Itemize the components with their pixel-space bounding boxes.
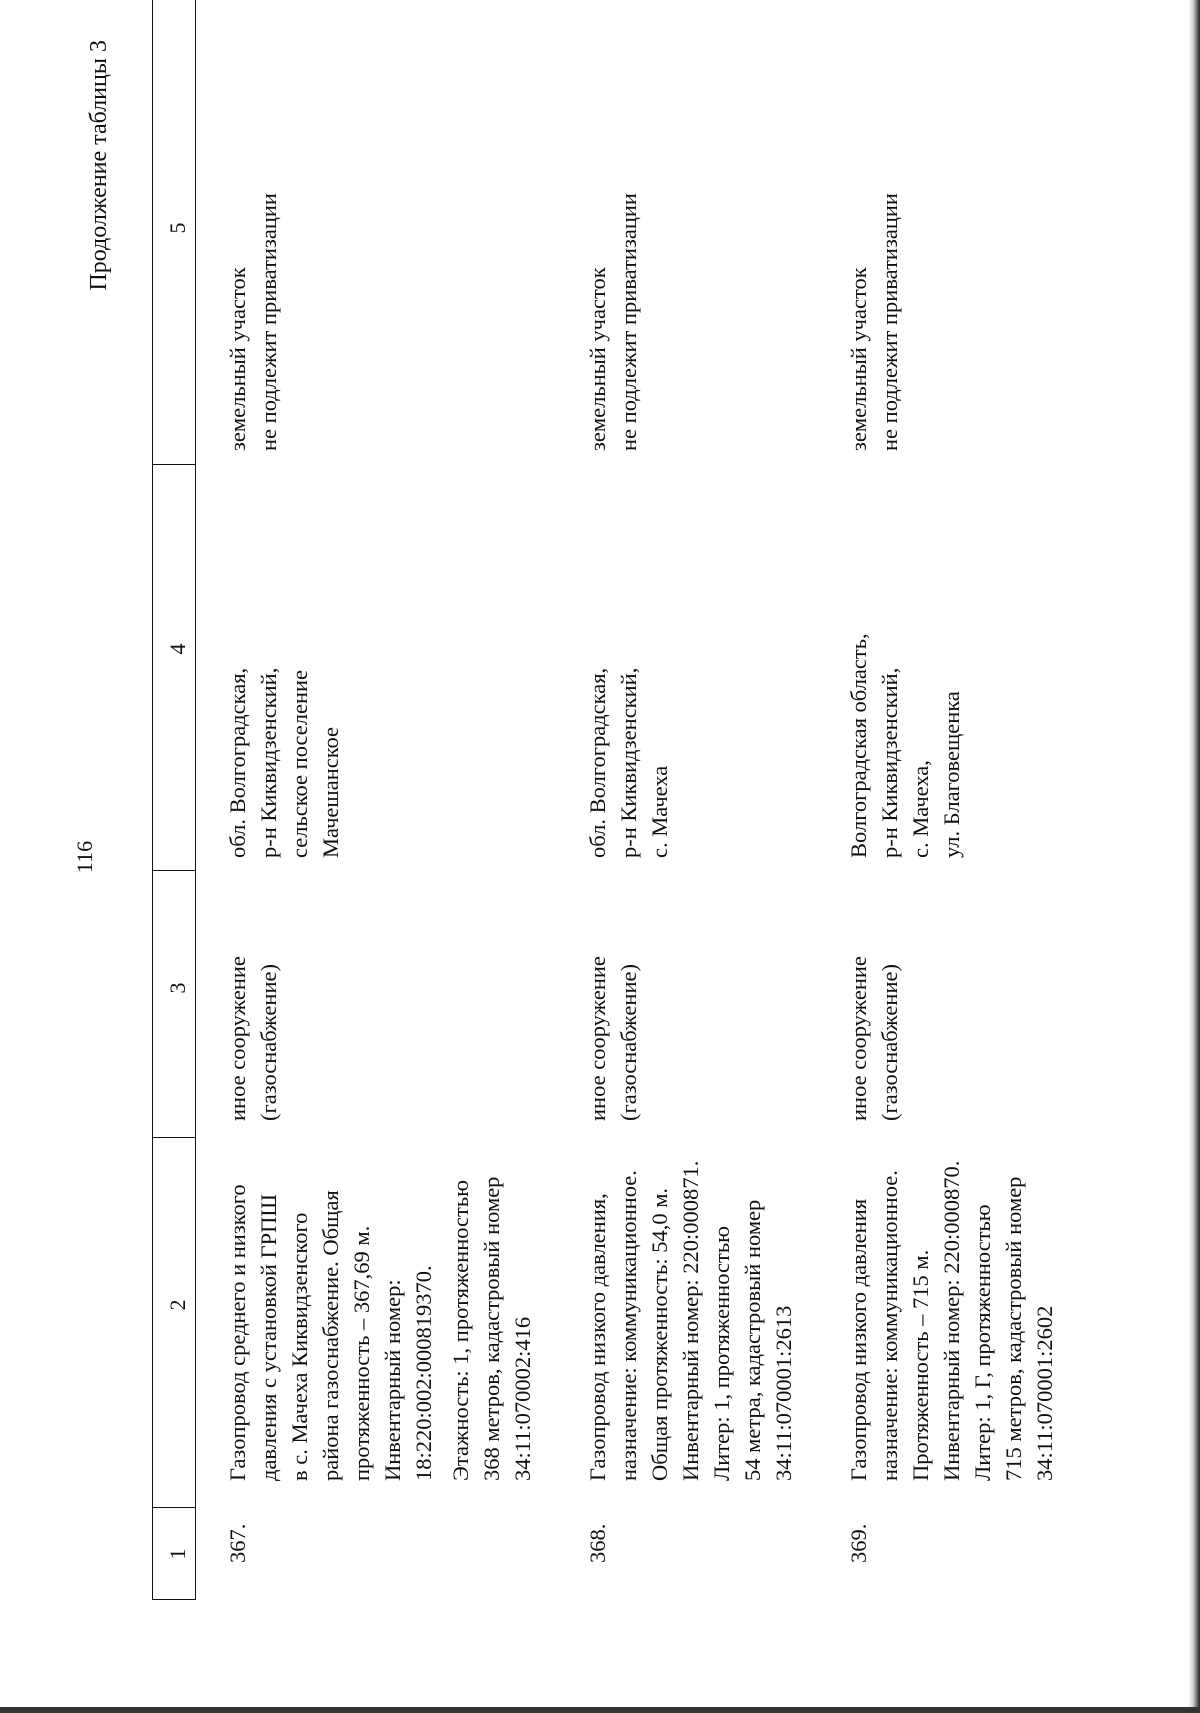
table-caption: Продолжение таблицы 3	[86, 40, 112, 291]
object-description-line: протяженность – 367,69 м.	[349, 1225, 374, 1481]
column-header: 4	[165, 643, 190, 655]
object-note	[582, 193, 644, 451]
col-divider	[152, 464, 195, 465]
object-description-line: 18:220:002:000819370.	[411, 1265, 436, 1481]
object-note-line: земельный участок	[846, 267, 871, 451]
object-description-line: Газопровод низкого давления	[846, 1198, 871, 1481]
page-number: 116	[72, 840, 97, 874]
col-divider	[152, 1507, 195, 1508]
object-description-line: Общая протяженность: 54,0 м.	[647, 1187, 672, 1481]
object-description-line: 54 метра, кадастровый номер	[740, 1199, 765, 1481]
col-divider	[152, 1137, 195, 1138]
object-description-extra-line: Этажность: 1, протяженностью	[448, 1180, 473, 1481]
object-address-line: ул. Благовещенка	[939, 691, 964, 858]
object-description-line: Инвентарный номер: 220:000870.	[939, 1160, 964, 1481]
object-description-line: Газопровод среднего и низкого	[225, 1184, 250, 1481]
object-address-line: обл. Волгоградская,	[585, 667, 610, 858]
column-header: 5	[165, 222, 190, 234]
object-description-line: давления с установкой ГРПШ	[256, 1193, 281, 1481]
object-description-line: назначение: коммуникационное.	[877, 1170, 902, 1481]
object-type-line: (газоснабжение)	[616, 964, 641, 1121]
object-note-line: земельный участок	[225, 267, 250, 451]
object-type-line: иное сооружение	[846, 956, 871, 1121]
object-description	[222, 1184, 439, 1481]
object-note	[843, 193, 905, 451]
object-note-line: не подлежит приватизации	[616, 193, 641, 451]
object-description-line: Литер: 1, протяженностью	[709, 1226, 734, 1481]
object-type-line: (газоснабжение)	[877, 964, 902, 1121]
object-address-line: р-н Киквидзенский,	[877, 667, 902, 858]
object-description-line: Газопровод низкого давления,	[585, 1193, 610, 1481]
object-description-line: назначение: коммуникационное.	[616, 1170, 641, 1481]
object-address-line: обл. Волгоградская,	[225, 667, 250, 858]
object-address	[222, 668, 346, 858]
scan-edge	[0, 1707, 1200, 1713]
table-top-rule	[152, 0, 153, 1600]
object-address-line: с. Мачеха	[647, 765, 672, 858]
object-address-line: с. Мачеха,	[908, 760, 933, 858]
object-type	[843, 956, 905, 1121]
object-description-line: в с. Мачеха Киквидзенского	[287, 1212, 312, 1481]
table-header-rule	[195, 0, 196, 1600]
object-address-line: р-н Киквидзенский,	[616, 667, 641, 858]
object-note-line: не подлежит приватизации	[256, 193, 281, 451]
object-description-extra-line: 368 метров, кадастровый номер	[479, 1176, 504, 1481]
object-description-line: 34:11:070001:2613	[771, 1305, 796, 1481]
object-address-line: Волгоградская область,	[846, 633, 871, 858]
object-description-line: 34:11:070001:2602	[1032, 1305, 1057, 1481]
scan-edge	[1188, 0, 1200, 1713]
row-number: 367.	[225, 1523, 250, 1563]
col-divider	[152, 1599, 195, 1600]
col-divider	[152, 870, 195, 871]
object-note	[222, 193, 284, 451]
object-type	[582, 956, 644, 1121]
column-header: 1	[165, 1548, 190, 1560]
object-description-line: Литер: 1, Г, протяженностью	[970, 1204, 995, 1481]
column-header: 2	[165, 1299, 190, 1311]
object-type	[222, 956, 284, 1121]
object-type-line: (газоснабжение)	[256, 964, 281, 1121]
object-note-line: земельный участок	[585, 267, 610, 451]
row-number: 369.	[846, 1523, 871, 1563]
object-description-line: района газоснабжение. Общая	[318, 1190, 343, 1481]
object-description-extra	[445, 1177, 538, 1481]
object-description-line: 715 метров, кадастровый номер	[1001, 1176, 1026, 1481]
object-address	[843, 633, 967, 858]
object-address-line: сельское поселение	[287, 669, 312, 858]
object-address	[582, 668, 675, 858]
object-address-line: Мачешанское	[318, 726, 343, 858]
object-description-extra-line: 34:11:070002:416	[510, 1316, 535, 1481]
object-type-line: иное сооружение	[585, 956, 610, 1121]
object-description-line: Инвентарный номер:	[380, 1279, 405, 1481]
object-description-line: Инвентарный номер: 220:000871.	[678, 1160, 703, 1481]
object-description	[843, 1161, 1060, 1481]
object-description-line: Протяженность – 715 м.	[908, 1249, 933, 1481]
object-address-line: р-н Киквидзенский,	[256, 667, 281, 858]
object-note-line: не подлежит приватизации	[877, 193, 902, 451]
object-type-line: иное сооружение	[225, 956, 250, 1121]
column-header: 3	[165, 982, 190, 994]
row-number: 368.	[585, 1523, 610, 1563]
object-description	[582, 1161, 799, 1481]
